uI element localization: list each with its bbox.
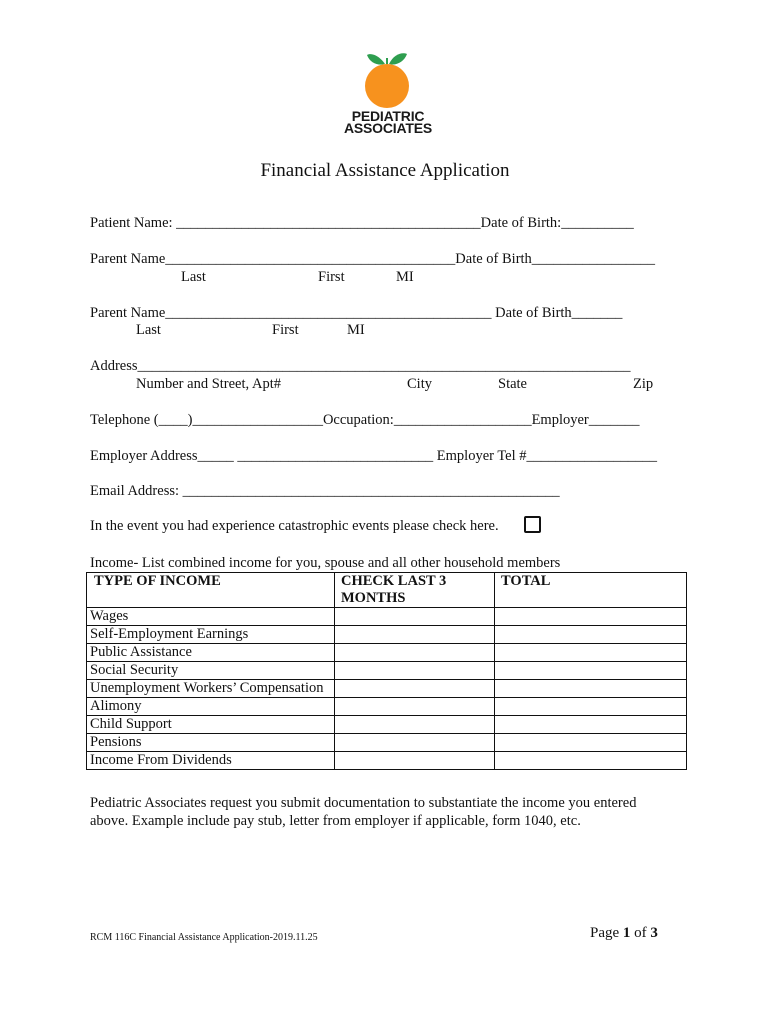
income-type-cell: Income From Dividends bbox=[87, 752, 335, 770]
page-title: Financial Assistance Application bbox=[260, 160, 510, 181]
income-type-cell: Public Assistance bbox=[87, 644, 335, 662]
table-row bbox=[87, 698, 687, 716]
page-number bbox=[590, 925, 658, 942]
logo-text-line2: ASSOCIATES bbox=[344, 120, 432, 136]
parent2-name-dob-field[interactable]: Parent Name_____________________________________________ Date of Birth_______ bbox=[90, 305, 623, 321]
total-cell[interactable] bbox=[495, 626, 687, 644]
header-check-last-3-months: CHECK LAST 3 MONTHS bbox=[335, 573, 495, 608]
table-row bbox=[87, 734, 687, 752]
email-field[interactable]: Email Address: ____________________________________________________ bbox=[90, 483, 560, 499]
parent1-mi-label: MI bbox=[396, 269, 414, 285]
address-field[interactable]: Address____________________________________________________________________ bbox=[90, 358, 631, 374]
total-cell[interactable] bbox=[495, 752, 687, 770]
income-table bbox=[86, 572, 687, 770]
parent2-last-label: Last bbox=[136, 322, 161, 338]
income-type-cell: Social Security bbox=[87, 662, 335, 680]
header-type-of-income: TYPE OF INCOME bbox=[87, 573, 335, 608]
documentation-note-line2: above. Example include pay stub, letter from employer if applicable, form 1040, etc. bbox=[90, 813, 581, 829]
address-state-label: State bbox=[498, 376, 527, 392]
telephone-occupation-employer-field[interactable]: Telephone (____)__________________Occupation:___________________Employer_______ bbox=[90, 412, 640, 428]
page-total: 3 bbox=[650, 925, 658, 941]
income-intro: Income- List combined income for you, spouse and all other household members bbox=[90, 555, 561, 571]
check-cell[interactable] bbox=[335, 680, 495, 698]
parent1-name-dob-field[interactable]: Parent Name________________________________________Date of Birth_________________ bbox=[90, 251, 656, 267]
employer-address-tel-field[interactable]: Employer Address_____ ___________________________ Employer Tel #__________________ bbox=[90, 448, 658, 464]
parent2-mi-label: MI bbox=[347, 322, 365, 338]
table-row bbox=[87, 716, 687, 734]
total-cell[interactable] bbox=[495, 716, 687, 734]
orange-fruit-icon bbox=[338, 48, 438, 110]
check-cell[interactable] bbox=[335, 608, 495, 626]
catastrophic-events-label: In the event you had experience catastrophic events please check here. bbox=[90, 518, 499, 534]
address-zip-label: Zip bbox=[633, 376, 654, 392]
check-cell[interactable] bbox=[335, 752, 495, 770]
logo-text-line1: PEDIATRIC bbox=[351, 108, 425, 124]
form-id: RCM 116C Financial Assistance Application-2019.11.25 bbox=[90, 932, 318, 943]
page-prefix: Page bbox=[590, 925, 623, 941]
parent1-first-label: First bbox=[318, 269, 345, 285]
patient-name-dob-field[interactable]: Patient Name: __________________________________________Date of Birth:__________ bbox=[90, 215, 634, 231]
income-type-cell: Child Support bbox=[87, 716, 335, 734]
documentation-note-line1: Pediatric Associates request you submit documentation to substantiate the income you entered bbox=[90, 795, 637, 811]
address-city-label: City bbox=[407, 376, 432, 392]
table-row bbox=[87, 752, 687, 770]
check-cell[interactable] bbox=[335, 626, 495, 644]
check-cell[interactable] bbox=[335, 734, 495, 752]
address-street-label: Number and Street, Apt# bbox=[136, 376, 281, 392]
parent2-first-label: First bbox=[272, 322, 299, 338]
check-cell[interactable] bbox=[335, 662, 495, 680]
catastrophic-events-checkbox[interactable] bbox=[524, 516, 541, 533]
check-cell[interactable] bbox=[335, 698, 495, 716]
table-row bbox=[87, 662, 687, 680]
total-cell[interactable] bbox=[495, 644, 687, 662]
pediatric-associates-logo bbox=[338, 48, 438, 136]
income-type-cell: Wages bbox=[87, 608, 335, 626]
income-table-header bbox=[87, 573, 687, 608]
total-cell[interactable] bbox=[495, 680, 687, 698]
page-of: of bbox=[630, 925, 651, 941]
parent1-last-label: Last bbox=[181, 269, 206, 285]
income-type-cell: Alimony bbox=[87, 698, 335, 716]
table-row bbox=[87, 680, 687, 698]
total-cell[interactable] bbox=[495, 698, 687, 716]
check-cell[interactable] bbox=[335, 716, 495, 734]
total-cell[interactable] bbox=[495, 662, 687, 680]
total-cell[interactable] bbox=[495, 608, 687, 626]
page-current: 1 bbox=[622, 925, 631, 941]
income-type-cell: Unemployment Workers’ Compensation bbox=[87, 680, 335, 698]
income-type-cell: Self-Employment Earnings bbox=[87, 626, 335, 644]
check-cell[interactable] bbox=[335, 644, 495, 662]
table-row bbox=[87, 626, 687, 644]
table-row bbox=[87, 608, 687, 626]
header-total: TOTAL bbox=[495, 573, 687, 608]
table-row bbox=[87, 644, 687, 662]
total-cell[interactable] bbox=[495, 734, 687, 752]
income-type-cell: Pensions bbox=[87, 734, 335, 752]
